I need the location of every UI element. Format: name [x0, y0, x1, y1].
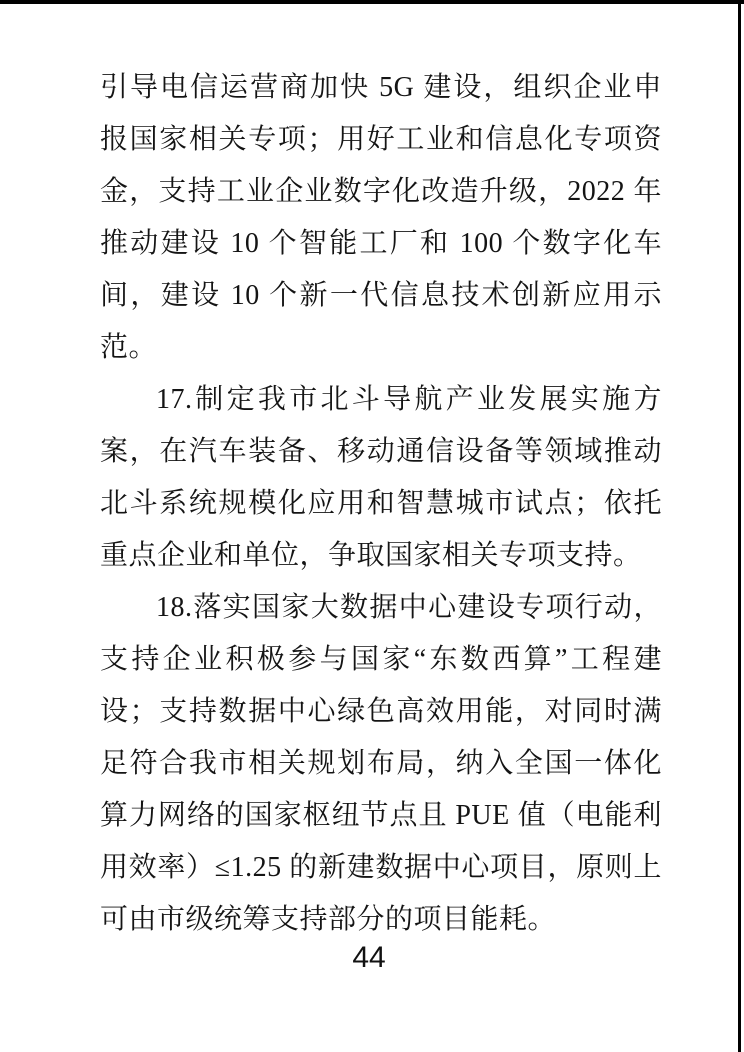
scan-right-edge-line [738, 0, 741, 1052]
paragraph-item-17: 17.制定我市北斗导航产业发展实施方案，在汽车装备、移动通信设备等领域推动北斗系统规模化应用和智慧城市试点；依托重点企业和单位，争取国家相关专项支持。 [100, 384, 662, 571]
paragraph-continuation: 引导电信运营商加快 5G 建设，组织企业申报国家相关专项；用好工业和信息化专项资金，支持工业企业数字化改造升级，2022 年推动建设 10 个智能工厂和 100 个数字化车间，建设 10 个新一代信息技术创新应用示范。 [100, 72, 662, 363]
scan-top-edge-line [0, 0, 744, 4]
page-number: 44 [352, 941, 386, 974]
document-body [100, 62, 662, 946]
paragraph-item-18: 18.落实国家大数据中心建设专项行动，支持企业积极参与国家“东数西算”工程建设；支持数据中心绿色高效用能，对同时满足符合我市相关规划布局，纳入全国一体化算力网络的国家枢纽节点且 PUE 值（电能利用效率）≤1.25 的新建数据中心项目，原则上可由市级统筹支持部分的项目能耗。 [100, 592, 662, 935]
